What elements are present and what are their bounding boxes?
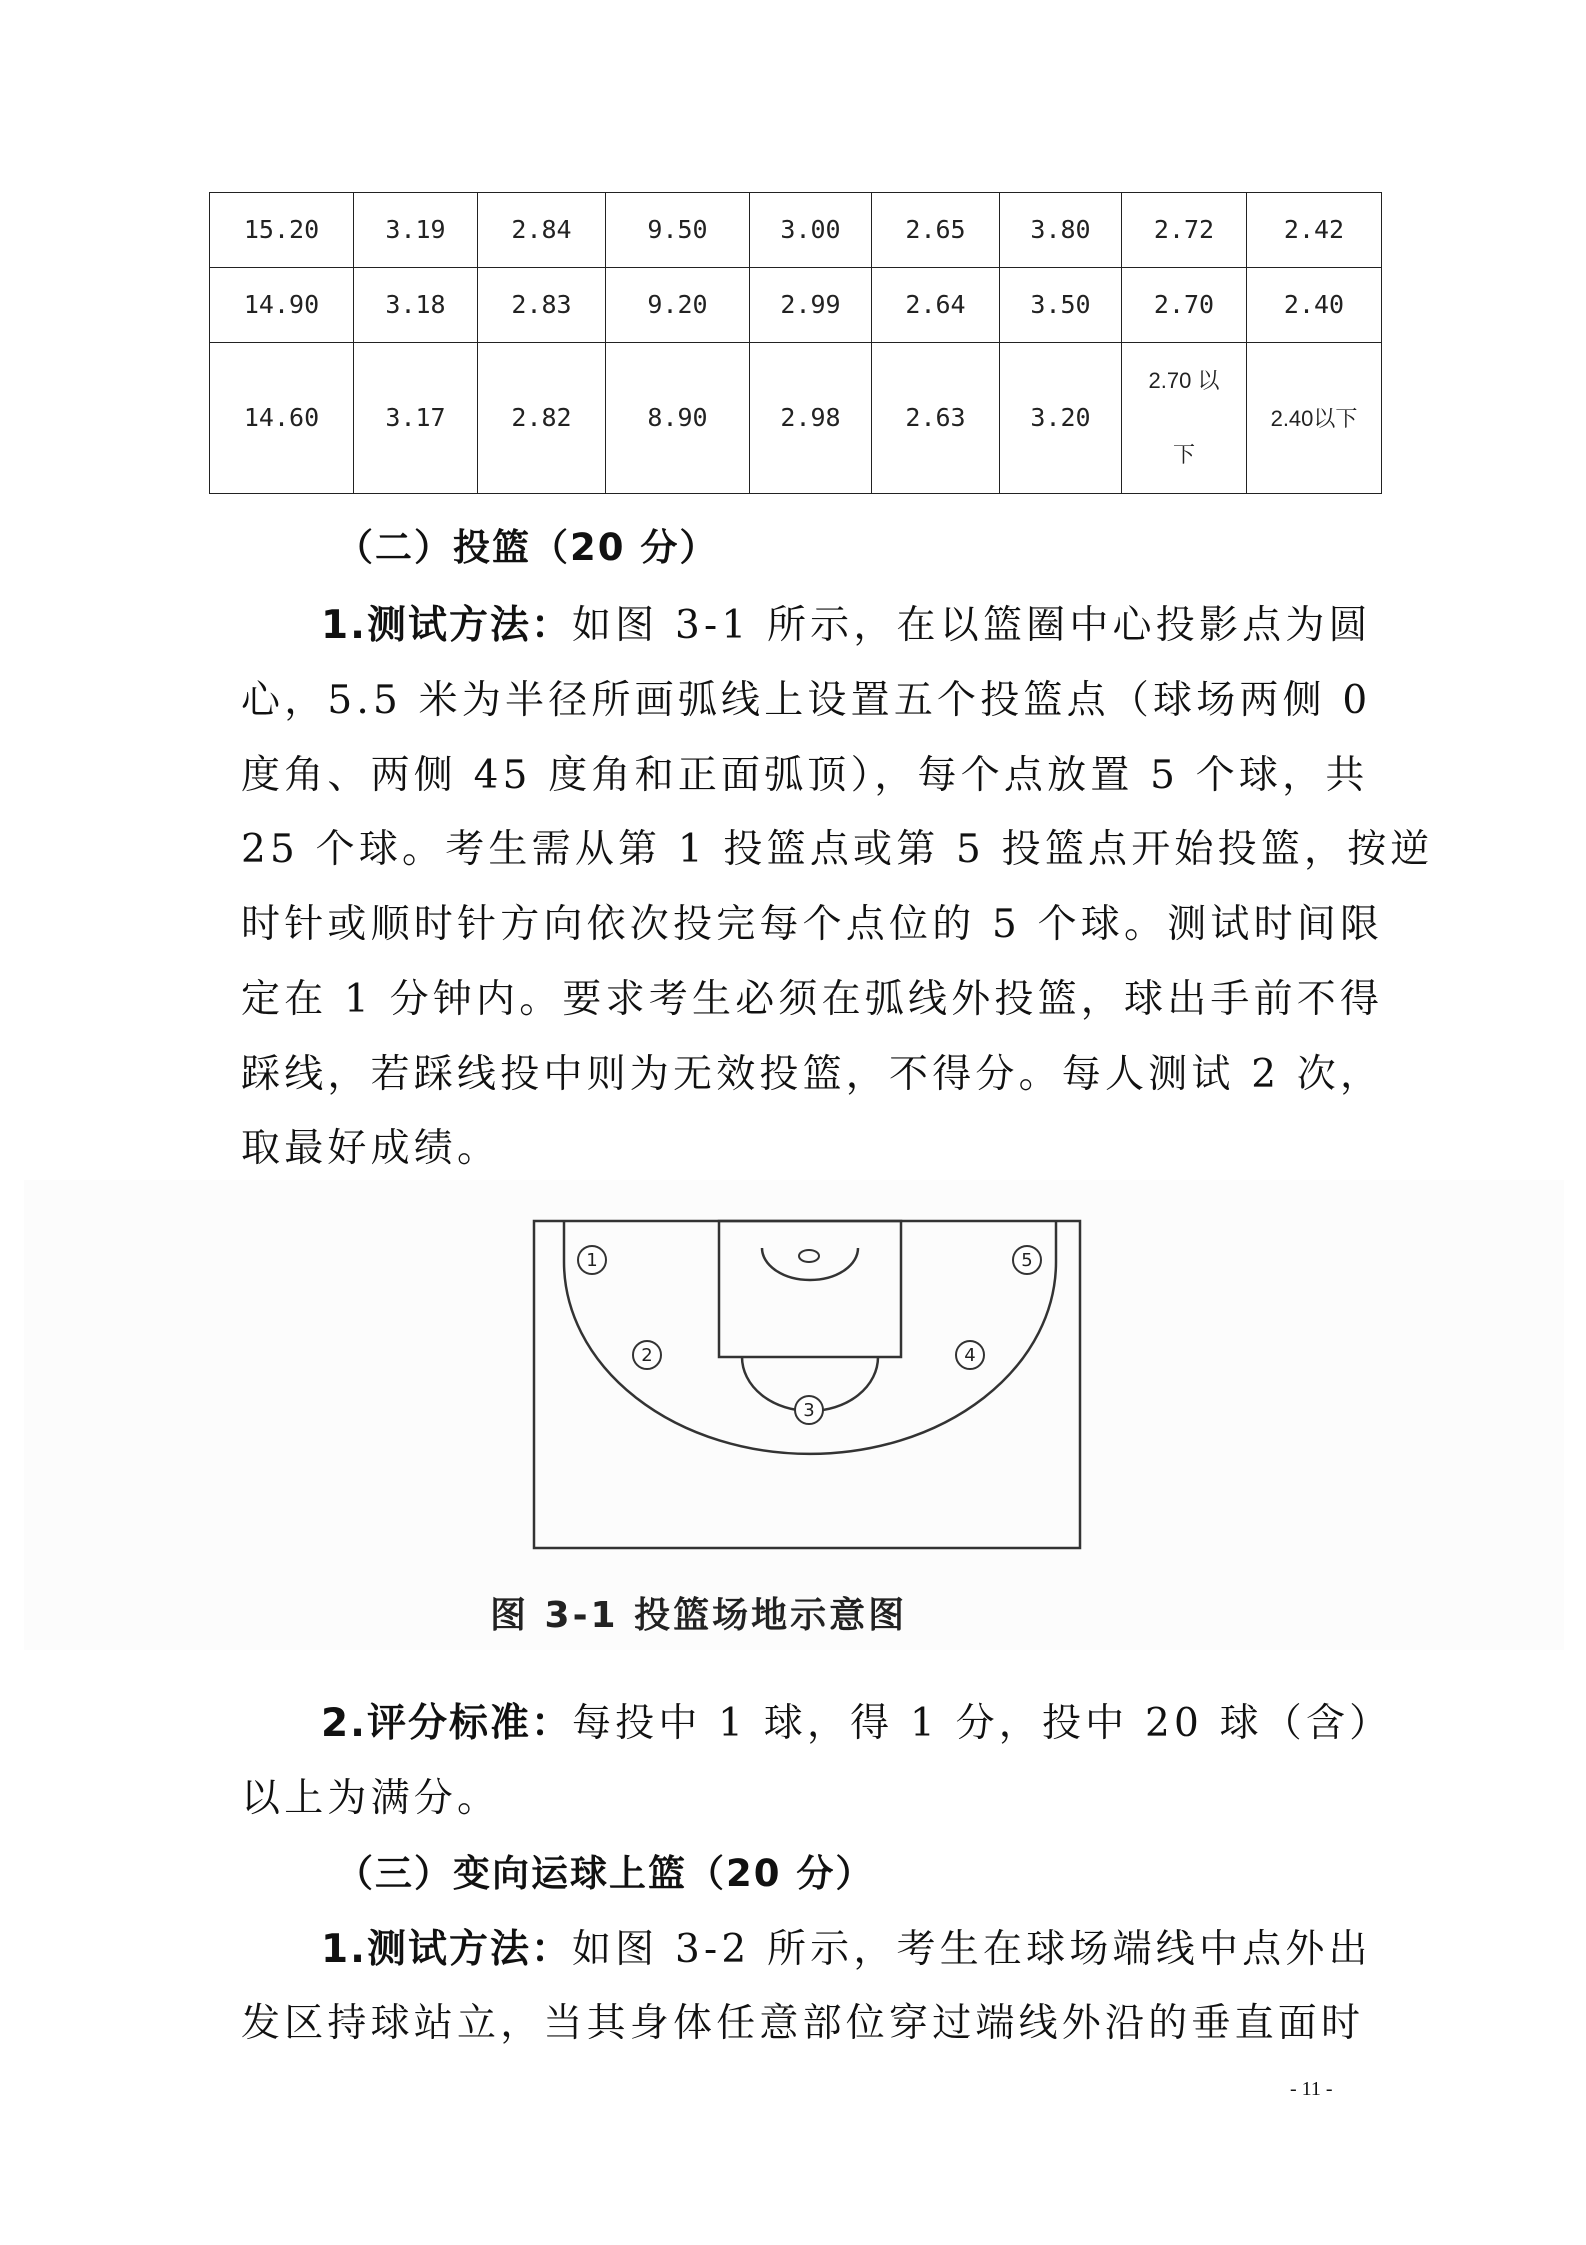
table-cell: 2.40 bbox=[1247, 268, 1382, 343]
table-cell: 2.70 bbox=[1122, 268, 1247, 343]
table-cell: 2.84 bbox=[478, 193, 606, 268]
rim-icon bbox=[799, 1250, 819, 1262]
table-cell: 2.82 bbox=[478, 343, 606, 494]
point-label: 1 bbox=[586, 1250, 598, 1271]
paragraph-line: 以上为满分。 bbox=[241, 1776, 501, 1821]
method-text: 如图 3-1 所示，在以篮圈中心投影点为圆 bbox=[571, 603, 1372, 648]
table-cell: 3.00 bbox=[750, 193, 872, 268]
paragraph-line: 定在 1 分钟内。要求考生必须在弧线外投篮，球出手前不得 bbox=[241, 977, 1384, 1022]
table-cell: 2.63 bbox=[872, 343, 1000, 494]
point-label: 3 bbox=[803, 1400, 815, 1421]
section-heading-dribble: （三）变向运球上篮（20 分） bbox=[336, 1852, 875, 1895]
table-cell: 3.80 bbox=[1000, 193, 1122, 268]
paragraph-line: 25 个球。考生需从第 1 投篮点或第 5 投篮点开始投篮，按逆 bbox=[241, 827, 1434, 872]
shooting-point-3 bbox=[795, 1396, 823, 1424]
scoring-text: 每投中 1 球，得 1 分，投中 20 球（含） bbox=[571, 1701, 1393, 1746]
paragraph-line: 取最好成绩。 bbox=[241, 1126, 501, 1171]
point-label: 5 bbox=[1021, 1250, 1033, 1271]
table-cell: 9.20 bbox=[606, 268, 750, 343]
point-label: 2 bbox=[641, 1345, 653, 1366]
shooting-point-1 bbox=[578, 1246, 606, 1274]
figure-caption: 图 3-1 投篮场地示意图 bbox=[490, 1595, 908, 1636]
paragraph-line bbox=[321, 1692, 1393, 1748]
method-text: 如图 3-2 所示，考生在球场端线中点外出 bbox=[571, 1927, 1372, 1972]
table-cell: 3.17 bbox=[354, 343, 478, 494]
table-cell: 2.72 bbox=[1122, 193, 1247, 268]
restricted-arc bbox=[762, 1248, 858, 1280]
shooting-point-2 bbox=[633, 1341, 661, 1369]
table-cell: 3.18 bbox=[354, 268, 478, 343]
table-cell: 3.19 bbox=[354, 193, 478, 268]
table-cell-text: 2.40以下 bbox=[1270, 406, 1358, 431]
shooting-point-5 bbox=[1013, 1246, 1041, 1274]
table-cell: 3.50 bbox=[1000, 268, 1122, 343]
table-cell: 2.64 bbox=[872, 268, 1000, 343]
scoring-label: 2.评分标准： bbox=[321, 1701, 572, 1746]
table-cell: 3.20 bbox=[1000, 343, 1122, 494]
table-cell: 9.50 bbox=[606, 193, 750, 268]
table-cell-line: 2.70 以 bbox=[1148, 368, 1220, 393]
section-heading-shooting: （二）投篮（20 分） bbox=[336, 526, 719, 569]
method-label: 1.测试方法： bbox=[321, 603, 572, 648]
shooting-point-4 bbox=[956, 1341, 984, 1369]
paragraph-line bbox=[321, 1918, 1372, 1974]
page-number: - 11 - bbox=[1290, 2078, 1333, 2100]
table-cell: 14.90 bbox=[210, 268, 354, 343]
table-cell: 15.20 bbox=[210, 193, 354, 268]
paragraph-line: 发区持球站立，当其身体任意部位穿过端线外沿的垂直面时 bbox=[241, 2001, 1365, 2046]
table-cell: 2.99 bbox=[750, 268, 872, 343]
paragraph-line: 时针或顺时针方向依次投完每个点位的 5 个球。测试时间限 bbox=[241, 902, 1384, 947]
paragraph-line: 踩线，若踩线投中则为无效投篮，不得分。每人测试 2 次， bbox=[241, 1052, 1384, 1097]
method-label: 1.测试方法： bbox=[321, 1927, 572, 1972]
table-cell: 14.60 bbox=[210, 343, 354, 494]
table-cell: 8.90 bbox=[606, 343, 750, 494]
paragraph-line: 度角、两侧 45 度角和正面弧顶），每个点放置 5 个球，共 bbox=[241, 753, 1369, 798]
table-cell: 2.98 bbox=[750, 343, 872, 494]
paint-area bbox=[719, 1221, 901, 1357]
point-label: 4 bbox=[964, 1345, 976, 1366]
paragraph-line: 心，5.5 米为半径所画弧线上设置五个投篮点（球场两侧 0 bbox=[241, 678, 1372, 723]
table-cell: 2.42 bbox=[1247, 193, 1382, 268]
table-cell: 2.83 bbox=[478, 268, 606, 343]
table-cell: 2.65 bbox=[872, 193, 1000, 268]
table-cell-line: 下 bbox=[1172, 442, 1195, 467]
